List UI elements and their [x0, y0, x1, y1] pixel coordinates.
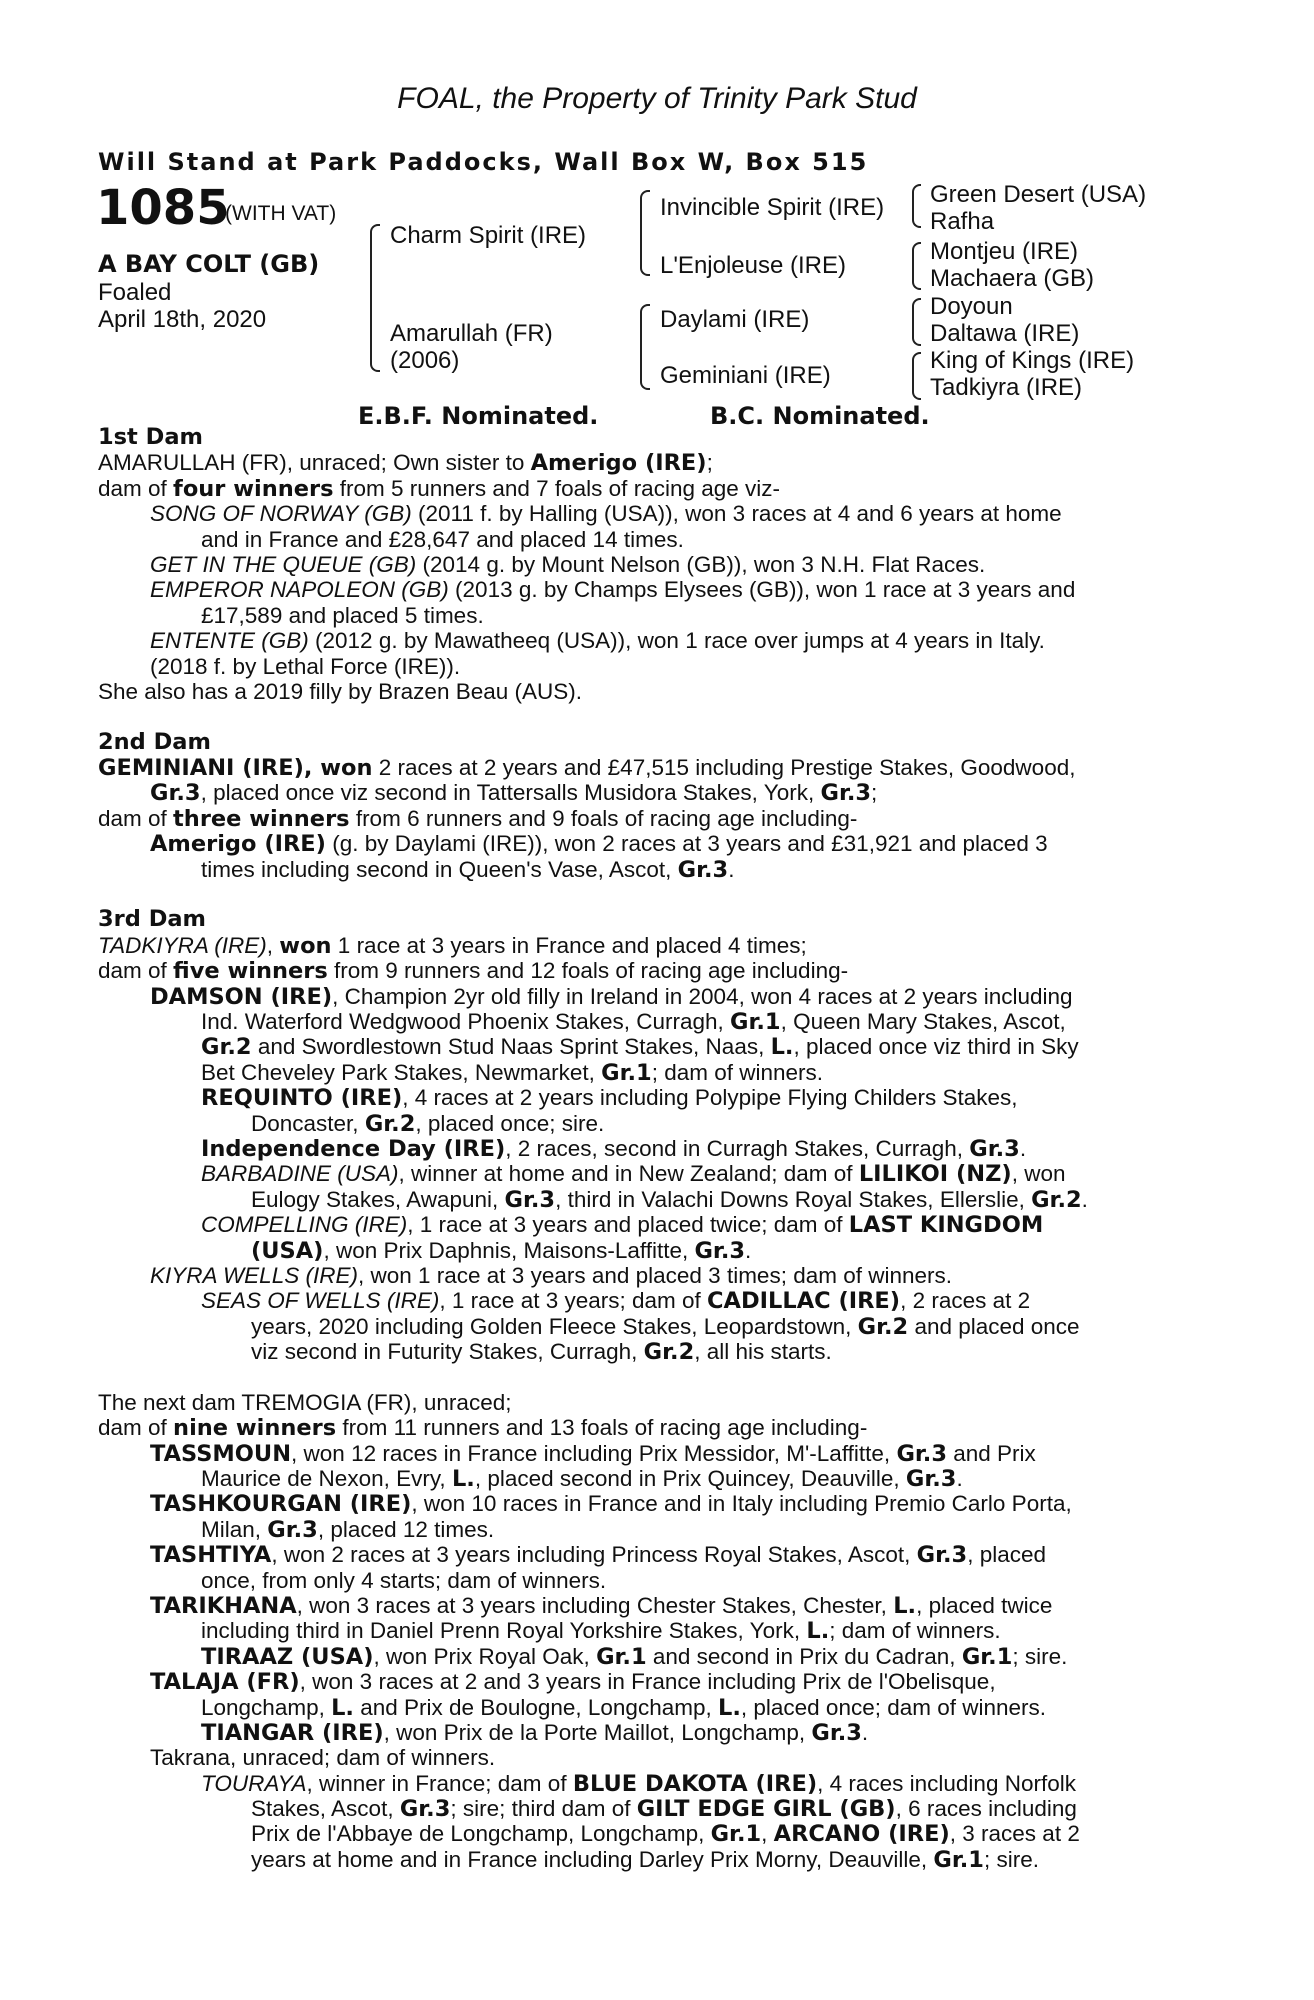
catalogue-line	[98, 1466, 1208, 1491]
catalogue-line	[98, 1390, 1208, 1415]
text-segment: ; dam of winners.	[651, 1059, 824, 1085]
text-segment: L.	[717, 1694, 741, 1721]
catalogue-line	[98, 1060, 1208, 1085]
text-segment: .	[861, 1719, 869, 1745]
catalogue-line	[98, 984, 1208, 1009]
pedigree-g2: Rafha	[930, 208, 995, 235]
text-segment: .	[1081, 1186, 1088, 1212]
catalogue-line	[98, 1618, 1208, 1643]
text-segment: dam of	[98, 958, 174, 984]
pedigree-dam-year: (2006)	[390, 347, 460, 374]
catalogue-line	[98, 1009, 1208, 1034]
text-segment: TALAJA (FR)	[150, 1669, 300, 1696]
text-segment: Gr.2	[201, 1034, 252, 1061]
text-segment: Longchamp,	[201, 1694, 332, 1720]
text-segment: Gr.2	[1031, 1186, 1082, 1213]
text-segment: four winners	[173, 475, 334, 502]
text-segment: and second in Prix du Cadran,	[646, 1643, 962, 1669]
text-segment: and Prix	[947, 1440, 1036, 1466]
catalogue-line	[98, 1288, 1208, 1313]
foaled-date: April 18th, 2020	[98, 306, 267, 333]
catalogue-line	[98, 1796, 1208, 1821]
text-segment: GEMINIANI (IRE), won	[98, 755, 373, 782]
text-segment: Gr.1	[730, 1008, 781, 1035]
pedigree-brace-main	[370, 224, 380, 372]
catalogue-line	[98, 1821, 1208, 1846]
text-segment: Stakes, Ascot,	[251, 1796, 400, 1822]
text-segment: , placed	[967, 1542, 1047, 1568]
pedigree-sire-sire: Invincible Spirit (IRE)	[660, 194, 885, 221]
text-segment: (2014 g. by Mount Nelson (GB)), won 3 N.H. Flat Races.	[416, 551, 986, 577]
catalogue-line	[98, 1339, 1208, 1364]
text-segment: Gr.3	[896, 1440, 947, 1467]
text-segment: dam of	[98, 805, 174, 831]
text-segment: nine winners	[173, 1415, 337, 1442]
catalogue-line	[98, 1263, 1208, 1288]
stand-location: Will Stand at Park Paddocks, Wall Box W, Box 515	[98, 148, 869, 176]
text-segment: ,	[266, 932, 280, 958]
text-segment: L.	[331, 1694, 354, 1721]
page-header: FOAL, the Property of Trinity Park Stud	[397, 82, 917, 115]
text-segment: Ind. Waterford Wedgwood Phoenix Stakes, Curragh,	[201, 1008, 731, 1034]
text-segment: from 11 runners and 13 foals of racing age including-	[336, 1415, 868, 1441]
text-segment: , placed twice	[916, 1592, 1053, 1618]
text-segment: , won Prix de la Porte Maillot, Longchamp,	[383, 1719, 812, 1745]
spacer	[98, 704, 1208, 729]
text-segment: ARCANO (IRE)	[773, 1821, 950, 1848]
text-segment: (2018 f. by Lethal Force (IRE)).	[150, 653, 461, 679]
spacer	[98, 1364, 1208, 1389]
text-segment: 2nd Dam	[98, 728, 211, 755]
text-segment: Gr.3	[811, 1719, 862, 1746]
text-segment: (2012 g. by Mawatheeq (USA)), won 1 race over jumps at 4 years in Italy.	[308, 628, 1045, 654]
catalogue-line	[98, 603, 1208, 628]
text-segment: , won Prix Daphnis, Maisons-Laffitte,	[323, 1237, 695, 1263]
catalogue-line	[98, 831, 1208, 856]
text-segment: ;	[706, 450, 713, 476]
text-segment: five winners	[173, 958, 328, 985]
text-segment: , winner in France; dam of	[306, 1770, 573, 1796]
catalogue-line	[98, 552, 1208, 577]
text-segment: L.	[806, 1618, 830, 1645]
text-segment: (2013 g. by Champs Elysees (GB)), won 1 race at 3 years and	[448, 577, 1076, 603]
catalogue-line	[98, 679, 1208, 704]
text-segment: , 4 races including Norfolk	[817, 1770, 1076, 1796]
text-segment: Milan,	[201, 1516, 268, 1542]
pedigree-brace-g3	[912, 298, 921, 346]
catalogue-body	[98, 425, 1208, 1872]
text-segment: ,	[761, 1821, 774, 1847]
text-segment: (USA)	[251, 1237, 324, 1264]
text-segment: KIYRA WELLS (IRE)	[150, 1262, 358, 1288]
text-segment: , won	[1011, 1161, 1066, 1187]
pedigree-dam-sire: Daylami (IRE)	[660, 306, 810, 333]
text-segment: , Champion 2yr old filly in Ireland in 2004, won 4 races at 2 years including	[332, 983, 1073, 1009]
text-segment: She also has a 2019 filly by Brazen Beau (AUS).	[98, 678, 583, 704]
text-segment: Gr.1	[601, 1059, 652, 1086]
text-segment: , all his starts.	[694, 1339, 832, 1365]
text-segment: TADKIYRA (IRE)	[98, 932, 267, 958]
text-segment: ; dam of winners.	[829, 1618, 1001, 1644]
catalogue-line	[98, 1669, 1208, 1694]
text-segment: Doncaster,	[251, 1110, 365, 1136]
catalogue-line	[98, 1136, 1208, 1161]
catalogue-line	[98, 501, 1208, 526]
text-segment: TASHTIYA	[150, 1542, 272, 1569]
text-segment: 2 races at 2 years and £47,515 including Prestige Stakes, Goodwood,	[372, 755, 1076, 781]
text-segment: , won 2 races at 3 years including Princess Royal Stakes, Ascot,	[271, 1542, 917, 1568]
text-segment: Gr.1	[710, 1821, 762, 1848]
ebf-nomination: E.B.F. Nominated.	[358, 402, 599, 430]
text-segment: , placed second in Prix Quincey, Deauville,	[474, 1466, 906, 1492]
text-segment: SEAS OF WELLS (IRE)	[201, 1288, 440, 1314]
text-segment: ; sire.	[1012, 1643, 1068, 1669]
text-segment: , placed once viz third in Sky	[793, 1034, 1079, 1060]
catalogue-line	[98, 1593, 1208, 1618]
text-segment: Gr.3	[820, 780, 872, 807]
spacer	[98, 882, 1208, 907]
text-segment: and Prix de Boulogne, Longchamp,	[353, 1694, 718, 1720]
catalogue-line	[98, 425, 1208, 450]
catalogue-line	[98, 1771, 1208, 1796]
catalogue-line	[98, 527, 1208, 552]
text-segment: Gr.3	[150, 780, 201, 807]
text-segment: BLUE DAKOTA (IRE)	[572, 1770, 818, 1797]
text-segment: Gr.2	[364, 1110, 416, 1137]
text-segment: LAST KINGDOM	[848, 1212, 1044, 1239]
catalogue-line	[98, 780, 1208, 805]
text-segment: once, from only 4 starts; dam of winners.	[201, 1567, 607, 1593]
text-segment: , placed once viz second in Tattersalls Musidora Stakes, York,	[200, 780, 821, 806]
catalogue-line	[98, 755, 1208, 780]
lot-number: 1085	[96, 180, 230, 236]
text-segment: , placed once; dam of winners.	[740, 1694, 1047, 1720]
catalogue-line	[98, 1745, 1208, 1770]
text-segment: , won 12 races in France including Prix Messidor, M'-Laffitte,	[291, 1440, 897, 1466]
pedigree-brace-g4	[912, 352, 921, 400]
text-segment: and in France and £28,647 and placed 14 times.	[201, 526, 684, 552]
text-segment: , winner at home and in New Zealand; dam of	[398, 1161, 859, 1187]
catalogue-line	[98, 628, 1208, 653]
foaled-label: Foaled	[98, 279, 172, 306]
text-segment: SONG OF NORWAY (GB)	[150, 501, 412, 527]
text-segment: Gr.2	[857, 1313, 909, 1340]
text-segment: ; sire.	[983, 1846, 1039, 1872]
text-segment: Prix de l'Abbaye de Longchamp, Longchamp,	[251, 1821, 711, 1847]
text-segment: , placed once; sire.	[415, 1110, 605, 1136]
catalogue-line	[98, 857, 1208, 882]
text-segment: Gr.3	[677, 856, 729, 883]
text-segment: TOURAYA	[201, 1770, 307, 1796]
text-segment: BARBADINE (USA)	[201, 1161, 399, 1187]
pedigree-g4: Machaera (GB)	[930, 265, 1095, 292]
text-segment: Gr.1	[961, 1643, 1013, 1670]
text-segment: , placed 12 times.	[317, 1516, 495, 1542]
text-segment: Gr.3	[267, 1516, 318, 1543]
text-segment: COMPELLING (IRE)	[201, 1212, 408, 1238]
catalogue-line	[98, 1111, 1208, 1136]
text-segment: .	[728, 856, 735, 882]
text-segment: .	[745, 1237, 752, 1263]
text-segment: , 6 races including	[895, 1796, 1077, 1822]
text-segment: Independence Day (IRE)	[201, 1135, 506, 1162]
catalogue-line	[98, 1695, 1208, 1720]
text-segment: DAMSON (IRE)	[150, 983, 333, 1010]
catalogue-line	[98, 1238, 1208, 1263]
text-segment: viz second in Futurity Stakes, Curragh,	[251, 1339, 644, 1365]
catalogue-line	[98, 1441, 1208, 1466]
catalogue-line	[98, 1034, 1208, 1059]
text-segment: REQUINTO (IRE)	[201, 1085, 403, 1112]
text-segment: GET IN THE QUEUE (GB)	[150, 551, 417, 577]
text-segment: £17,589 and placed 5 times.	[201, 602, 484, 628]
catalogue-line	[98, 1187, 1208, 1212]
text-segment: .	[1019, 1135, 1027, 1161]
catalogue-line	[98, 958, 1208, 983]
text-segment: The next dam TREMOGIA (FR), unraced;	[98, 1389, 512, 1415]
text-segment: from 6 runners and 9 foals of racing age including-	[349, 805, 858, 831]
text-segment: TARIKHANA	[150, 1592, 297, 1619]
pedigree-g6: Daltawa (IRE)	[930, 320, 1080, 347]
pedigree-sire-dam: L'Enjoleuse (IRE)	[660, 252, 846, 279]
text-segment: years, 2020 including Golden Fleece Stakes, Leopardstown,	[251, 1313, 858, 1339]
text-segment: .	[956, 1466, 963, 1492]
text-segment: L.	[451, 1466, 475, 1493]
text-segment: TASHKOURGAN (IRE)	[150, 1491, 412, 1518]
pedigree-g7: King of Kings (IRE)	[930, 347, 1135, 374]
pedigree-brace-dam	[640, 304, 650, 390]
text-segment: dam of	[98, 475, 174, 501]
text-segment: Gr.1	[596, 1643, 647, 1670]
text-segment: , 3 races at 2	[949, 1821, 1080, 1847]
bc-nomination: B.C. Nominated.	[710, 402, 930, 430]
catalogue-line	[98, 1517, 1208, 1542]
text-segment: (2011 f. by Halling (USA)), won 3 races at 4 and 6 years at home	[411, 501, 1062, 527]
text-segment: ;	[871, 780, 878, 806]
text-segment: , 2 races, second in Curragh Stakes, Curragh,	[505, 1135, 970, 1161]
text-segment: Gr.3	[969, 1135, 1020, 1162]
text-segment: Gr.2	[643, 1339, 695, 1366]
pedigree-g3: Montjeu (IRE)	[930, 238, 1079, 265]
text-segment: , third in Valachi Downs Royal Stakes, Ellerslie,	[555, 1186, 1032, 1212]
text-segment: including third in Daniel Prenn Royal Yorkshire Stakes, York,	[201, 1618, 807, 1644]
text-segment: L.	[893, 1592, 917, 1619]
text-segment: , won 3 races at 3 years including Chester Stakes, Chester,	[296, 1592, 894, 1618]
text-segment: from 9 runners and 12 foals of racing age including-	[327, 958, 849, 984]
catalogue-line	[98, 476, 1208, 501]
text-segment: ; sire; third dam of	[450, 1796, 637, 1822]
text-segment: Gr.3	[399, 1796, 451, 1823]
text-segment: LILIKOI (NZ)	[858, 1161, 1012, 1188]
text-segment: L.	[770, 1034, 794, 1061]
text-segment: Takrana, unraced; dam of winners.	[150, 1745, 496, 1771]
text-segment: , 4 races at 2 years including Polypipe Flying Childers Stakes,	[402, 1085, 1018, 1111]
pedigree-brace-g1	[912, 184, 921, 228]
text-segment: EMPEROR NAPOLEON (GB)	[150, 577, 449, 603]
text-segment: TIRAAZ (USA)	[201, 1643, 374, 1670]
text-segment: , won 3 races at 2 and 3 years in France including Prix de l'Obelisque,	[299, 1669, 996, 1695]
catalogue-line	[98, 577, 1208, 602]
catalogue-line	[98, 1161, 1208, 1186]
text-segment: times including second in Queen's Vase, Ascot,	[201, 856, 678, 882]
pedigree-dam: Amarullah (FR)	[390, 320, 553, 347]
catalogue-line	[98, 1415, 1208, 1440]
text-segment: TASSMOUN	[150, 1440, 292, 1467]
text-segment: and placed once	[908, 1313, 1080, 1339]
vat-note: (WITH VAT)	[225, 202, 337, 225]
catalogue-line	[98, 1568, 1208, 1593]
pedigree-sire: Charm Spirit (IRE)	[390, 222, 587, 249]
text-segment: ENTENTE (GB)	[150, 628, 309, 654]
catalogue-line	[98, 1314, 1208, 1339]
text-segment: Gr.3	[694, 1237, 746, 1264]
text-segment: and Swordlestown Stud Naas Sprint Stakes, Naas,	[251, 1034, 771, 1060]
catalogue-line	[98, 1542, 1208, 1567]
text-segment: Eulogy Stakes, Awapuni,	[251, 1186, 505, 1212]
text-segment: 1st Dam	[98, 424, 203, 450]
catalogue-line	[98, 450, 1208, 475]
catalogue-line	[98, 1491, 1208, 1516]
text-segment: Gr.3	[905, 1466, 957, 1493]
pedigree-brace-sire	[640, 190, 650, 276]
text-segment: Maurice de Nexon, Evry,	[201, 1466, 452, 1492]
catalogue-line	[98, 1847, 1208, 1872]
catalogue-line	[98, 1212, 1208, 1237]
text-segment: , 2 races at 2	[900, 1288, 1031, 1314]
horse-description: A BAY COLT (GB)	[98, 250, 320, 278]
catalogue-line	[98, 907, 1208, 932]
catalogue-line	[98, 730, 1208, 755]
catalogue-line	[98, 654, 1208, 679]
text-segment: won	[279, 932, 332, 959]
pedigree-g8: Tadkiyra (IRE)	[930, 374, 1083, 401]
pedigree-g5: Doyoun	[930, 293, 1013, 320]
text-segment: Amerigo (IRE)	[530, 450, 707, 477]
text-segment: dam of	[98, 1415, 174, 1441]
text-segment: Bet Cheveley Park Stakes, Newmarket,	[201, 1059, 602, 1085]
catalogue-line	[98, 806, 1208, 831]
text-segment: , 1 race at 3 years; dam of	[439, 1288, 708, 1314]
text-segment: Gr.3	[916, 1542, 968, 1569]
catalogue-line	[98, 1085, 1208, 1110]
text-segment: , Queen Mary Stakes, Ascot,	[780, 1008, 1066, 1034]
catalogue-line	[98, 1720, 1208, 1745]
text-segment: years at home and in France including Darley Prix Morny, Deauville,	[251, 1846, 934, 1872]
text-segment: AMARULLAH (FR), unraced; Own sister to	[98, 450, 531, 476]
text-segment: from 5 runners and 7 foals of racing age viz-	[333, 475, 781, 501]
text-segment: CADILLAC (IRE)	[707, 1288, 901, 1315]
text-segment: 3rd Dam	[98, 906, 206, 933]
text-segment: (g. by Daylami (IRE)), won 2 races at 3 years and £31,921 and placed 3	[325, 831, 1048, 857]
pedigree-brace-g2	[912, 242, 921, 290]
text-segment: TIANGAR (IRE)	[201, 1719, 384, 1746]
pedigree-dam-dam: Geminiani (IRE)	[660, 362, 831, 389]
text-segment: Amerigo (IRE)	[150, 831, 326, 858]
text-segment: , won Prix Royal Oak,	[373, 1643, 597, 1669]
pedigree-g1: Green Desert (USA)	[930, 181, 1147, 208]
text-segment: Gr.3	[504, 1186, 556, 1213]
text-segment: , won 1 race at 3 years and placed 3 times; dam of winners.	[357, 1262, 953, 1288]
text-segment: 1 race at 3 years in France and placed 4 times;	[331, 932, 807, 958]
text-segment: Gr.1	[933, 1846, 984, 1873]
text-segment: GILT EDGE GIRL (GB)	[636, 1796, 896, 1823]
text-segment: three winners	[173, 805, 350, 832]
catalogue-line	[98, 1644, 1208, 1669]
text-segment: , won 10 races in France and in Italy including Premio Carlo Porta,	[411, 1491, 1072, 1517]
catalogue-line	[98, 933, 1208, 958]
text-segment: , 1 race at 3 years and placed twice; dam of	[407, 1212, 849, 1238]
